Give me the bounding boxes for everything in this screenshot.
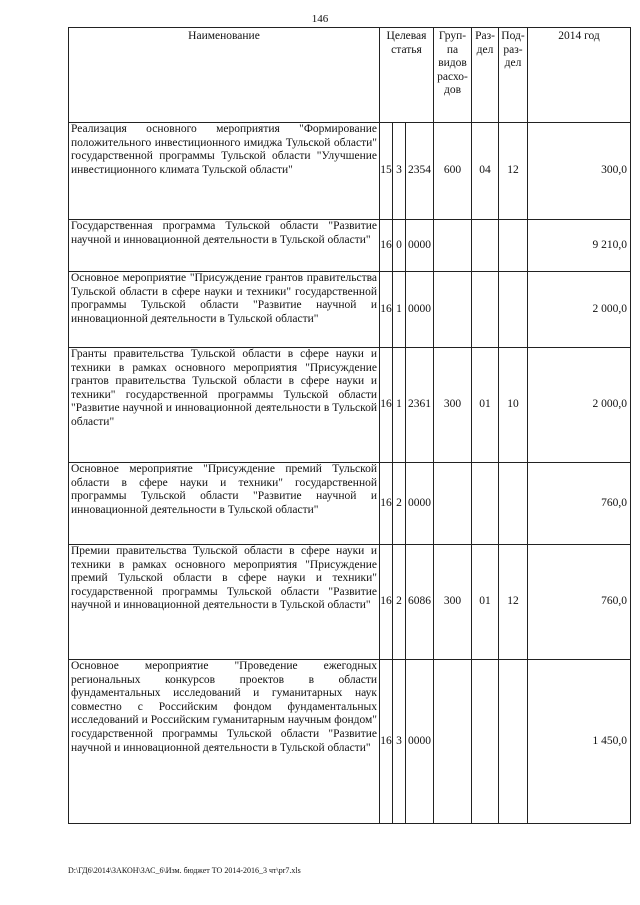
subsection-code: 10 [499,348,528,463]
table-row [69,660,631,824]
subsection-code [499,272,528,348]
amount-2014: 760,0 [528,545,631,660]
amount-2014: 300,0 [528,123,631,220]
subsection-code [499,660,528,824]
target-part-3: 0000 [406,463,434,545]
table-row [69,463,631,545]
section-code [472,660,499,824]
amount-2014: 1 450,0 [528,660,631,824]
header-subsection-line: дел [504,57,522,70]
target-part-2: 2 [393,463,406,545]
header-section-line: дел [476,43,494,56]
table-row [69,220,631,272]
target-part-3: 0000 [406,660,434,824]
amount-2014: 760,0 [528,463,631,545]
header-expense-group [434,28,472,123]
table-row [69,123,631,220]
footer-file-path: D:\ГД6\2014\ЗАКОН\ЗАС_6\Изм. бюджет ТО 2014-2016_3 чт\pr7.xls [68,866,301,875]
header-subsection-line: раз- [503,43,523,56]
expense-group [434,220,472,272]
section-code: 04 [472,123,499,220]
row-name: Государственная программа Тульской области "Развитие научной и инновационной деятельности в Тульской области" [69,220,380,272]
header-target-article: Целевая статья [380,28,434,123]
row-name: Премии правительства Тульской области в сфере науки и техники в рамках основного мероприятия "Присуждение премий Тульской области в сфере науки и техники" государственной программы Тульской области "Развитие научной и инновационной деятельности в Тульской области" [69,545,380,660]
target-part-3: 2361 [406,348,434,463]
subsection-code: 12 [499,123,528,220]
header-group-line: видов [438,57,467,70]
target-part-2: 0 [393,220,406,272]
amount-2014: 2 000,0 [528,348,631,463]
amount-2014: 9 210,0 [528,220,631,272]
target-part-1: 16 [380,545,393,660]
section-code [472,463,499,545]
row-name: Основное мероприятие "Присуждение грантов правительства Тульской области в сфере науки и техники" государственной программы Тульской области "Развитие научной и инновационной деятельности в Тульской области" [69,272,380,348]
target-part-1: 16 [380,348,393,463]
section-code: 01 [472,348,499,463]
header-group-line: дов [443,84,462,97]
target-part-2: 3 [393,660,406,824]
expense-group [434,463,472,545]
table-row [69,348,631,463]
expense-group [434,660,472,824]
subsection-code [499,220,528,272]
header-subsection-line: Под- [501,30,525,42]
header-group-line: расхо- [437,70,468,83]
expense-group: 300 [434,348,472,463]
row-name: Гранты правительства Тульской области в сфере науки и техники в рамках основного мероприятия "Присуждение грантов правительства Тульской области в сфере науки и техники" государственной программы Тульской области "Развитие научной и инновационной деятельности в Тульской области" [69,348,380,463]
subsection-code: 12 [499,545,528,660]
target-part-1: 16 [380,220,393,272]
target-part-1: 16 [380,272,393,348]
target-part-1: 15 [380,123,393,220]
target-part-2: 1 [393,272,406,348]
table-row [69,545,631,660]
header-year: 2014 год [528,28,631,123]
target-part-3: 2354 [406,123,434,220]
expense-group: 600 [434,123,472,220]
section-code: 01 [472,545,499,660]
section-code [472,220,499,272]
target-part-2: 1 [393,348,406,463]
header-group-line: Груп- [438,30,467,42]
header-group-line: па [446,43,459,56]
budget-table [68,27,631,824]
header-subsection [499,28,528,123]
target-part-3: 0000 [406,220,434,272]
amount-2014: 2 000,0 [528,272,631,348]
target-part-2: 2 [393,545,406,660]
expense-group: 300 [434,545,472,660]
target-part-1: 16 [380,463,393,545]
header-section-line: Раз- [475,30,495,42]
header-section [472,28,499,123]
table-row [69,272,631,348]
expense-group [434,272,472,348]
row-name: Основное мероприятие "Проведение ежегодных региональных конкурсов проектов в области фундаментальных исследований и гуманитарных наук совместно с Российским фондом фундаментальных исследований и Российским гуманитарным научным фондом" государственной программы Тульской области "Развитие научной и инновационной деятельности в Тульской области" [69,660,380,824]
header-name: Наименование [69,28,380,123]
section-code [472,272,499,348]
row-name: Реализация основного мероприятия "Формирование положительного инвестиционного имиджа Тульской области" государственной программы Тульской области "Улучшение инвестиционного климата Тульской области" [69,123,380,220]
target-part-3: 6086 [406,545,434,660]
target-part-3: 0000 [406,272,434,348]
target-part-2: 3 [393,123,406,220]
subsection-code [499,463,528,545]
row-name: Основное мероприятие "Присуждение премий Тульской области в сфере науки и техники" государственной программы Тульской области "Развитие научной и инновационной деятельности в Тульской области" [69,463,380,545]
page-number: 146 [311,13,329,25]
target-part-1: 16 [380,660,393,824]
